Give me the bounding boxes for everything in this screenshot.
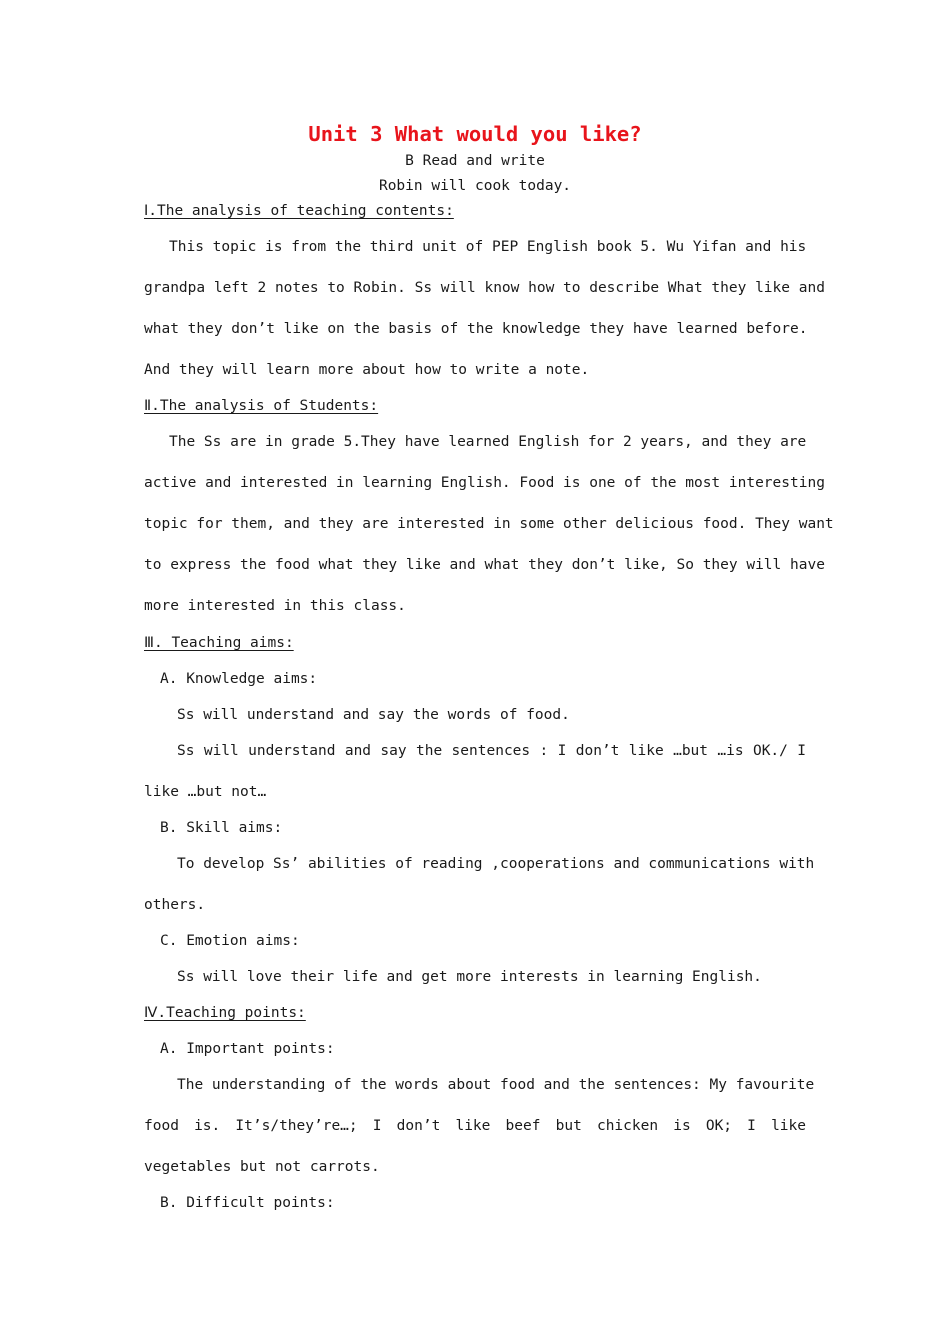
lesson-title: Robin will cook today. <box>378 178 572 194</box>
paragraph-line: The Ss are in grade 5.They have learned English for 2 years, and they are <box>169 434 807 450</box>
paragraph-line: more interested in this class. <box>144 598 406 614</box>
subheading-knowledge-aims: A. Knowledge aims: <box>160 671 318 687</box>
paragraph-line: This topic is from the third unit of PEP English book 5. Wu Yifan and his <box>169 239 807 255</box>
subheading-difficult-points: B. Difficult points: <box>160 1195 335 1211</box>
paragraph-line: To develop Ss’ abilities of reading ,cooperations and communications with <box>177 856 815 872</box>
paragraph-line: And they will learn more about how to write a note. <box>144 362 590 378</box>
paragraph-line: Ss will understand and say the sentences : I don’t like …but …is OK./ I <box>177 743 806 759</box>
subheading-skill-aims: B. Skill aims: <box>160 820 283 836</box>
paragraph-line: topic for them, and they are interested in some other delicious food. They want <box>144 516 834 532</box>
subheading-important-points: A. Important points: <box>160 1041 335 1057</box>
paragraph-line: active and interested in learning English. Food is one of the most interesting <box>144 475 825 491</box>
paragraph-line: food is. It’s/they’re…; I don’t like beef but chicken is OK; I like <box>144 1118 806 1134</box>
paragraph-line: others. <box>144 897 206 913</box>
paragraph-line: like …but not… <box>144 784 267 800</box>
paragraph-line: grandpa left 2 notes to Robin. Ss will know how to describe What they like and <box>144 280 825 296</box>
document-subtitle: B Read and write <box>405 153 545 169</box>
paragraph-line: to express the food what they like and what they don’t like, So they will have <box>144 557 825 573</box>
subheading-emotion-aims: C. Emotion aims: <box>160 933 300 949</box>
paragraph-line: Ss will understand and say the words of food. <box>177 707 570 723</box>
paragraph-line: vegetables but not carrots. <box>144 1159 380 1175</box>
section-heading-points: Ⅳ.Teaching points: <box>144 1005 306 1021</box>
paragraph-line: Ss will love their life and get more interests in learning English. <box>177 969 762 985</box>
document-title: Unit 3 What would you like? <box>308 122 642 146</box>
section-heading-students: Ⅱ.The analysis of Students: <box>144 398 379 414</box>
section-heading-aims: Ⅲ. Teaching aims: <box>144 635 294 651</box>
section-heading-contents: Ⅰ.The analysis of teaching contents: <box>144 203 454 219</box>
paragraph-line: what they don’t like on the basis of the knowledge they have learned before. <box>144 321 808 337</box>
paragraph-line: The understanding of the words about food and the sentences: My favourite <box>177 1077 815 1093</box>
